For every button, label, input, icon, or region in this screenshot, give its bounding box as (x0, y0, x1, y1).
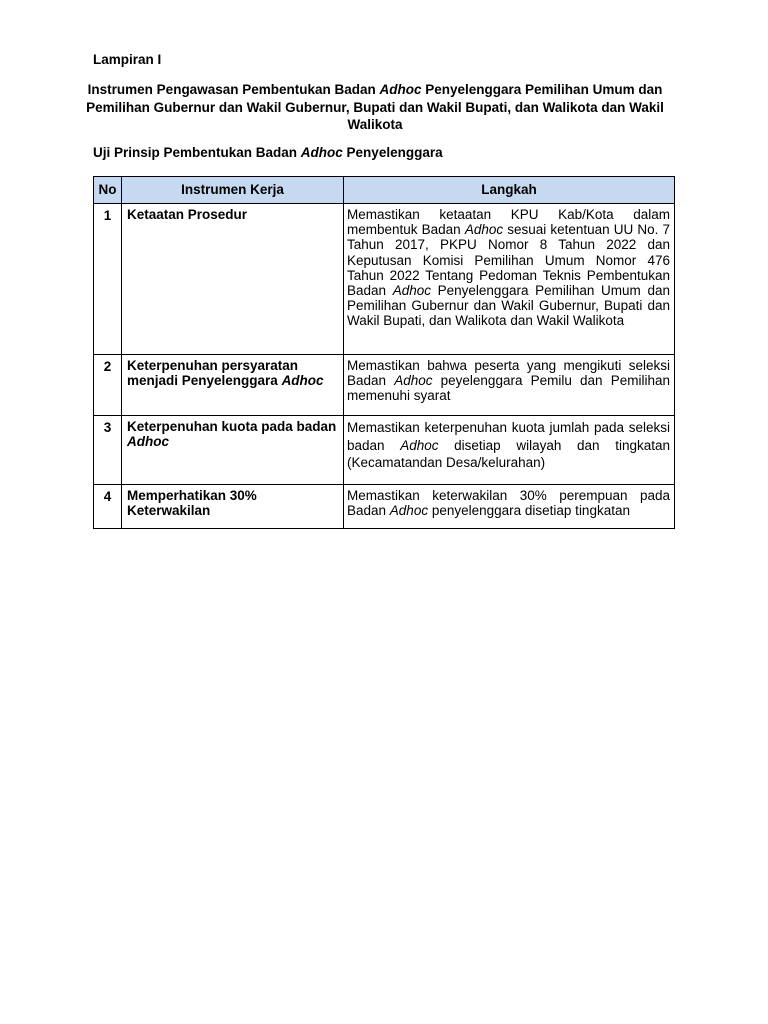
instrument-italic: Adhoc (281, 373, 324, 389)
document-title-text: Instrumen Pengawasan Pembentukan Badan (87, 82, 380, 97)
step-cell (344, 204, 675, 355)
section-title-text-end: Penyelenggara (342, 145, 443, 160)
instrument-cell (122, 204, 344, 355)
step-cell (344, 355, 675, 416)
step-text: Memastikan keterpenuhan kuota jumlah pada seleksi badan (347, 420, 670, 453)
attachment-label: Lampiran I (93, 52, 162, 67)
header-step: Langkah (344, 177, 675, 204)
step-text: Memastikan keterwakilan 30% perempuan pada Badan (347, 488, 670, 519)
row-number: 1 (94, 204, 122, 355)
header-instrument: Instrumen Kerja (122, 177, 344, 204)
header-no: No (94, 177, 122, 204)
table-header-row (94, 177, 675, 204)
instrument-cell (122, 416, 344, 485)
row-number: 4 (94, 485, 122, 529)
table-row (94, 416, 675, 485)
instrument-table (93, 176, 675, 529)
instrument-cell (122, 355, 344, 416)
step-text-middle: peyelenggara Pemilu dan Pemilihan memenuhi syarat (347, 373, 670, 404)
section-title-italic: Adhoc (300, 145, 343, 160)
section-title (93, 145, 443, 160)
table-row (94, 355, 675, 416)
step-cell (344, 416, 675, 485)
step-italic-2: Adhoc (392, 283, 431, 299)
table-row (94, 485, 675, 529)
document-title-text-end: Penyelenggara Pemilihan Umum dan Pemilihan Gubernur dan Wakil Gubernur, Bupati dan Wakil Bupati, dan Walikota dan Wakil Walikota (86, 82, 664, 132)
instrument-text: Ketaatan Prosedur (127, 207, 248, 222)
row-number: 2 (94, 355, 122, 416)
step-text: Memastikan bahwa peserta yang mengikuti seleksi Badan (347, 358, 670, 389)
document-title (80, 81, 670, 134)
instrument-cell (122, 485, 344, 529)
step-cell (344, 485, 675, 529)
step-text-middle: disetiap wilayah dan tingkatan (Kecamatandan Desa/kelurahan) (347, 437, 670, 470)
instrument-text: Memperhatikan 30% Keterwakilan (127, 488, 257, 519)
step-italic: Adhoc (464, 222, 504, 238)
instrument-italic: Adhoc (127, 434, 169, 450)
section-title-text: Uji Prinsip Pembentukan Badan (93, 145, 301, 160)
row-number: 3 (94, 416, 122, 485)
step-text-end: Penyelenggara Pemilihan Umum dan Pemilihan Gubernur dan Wakil Gubernur, Bupati dan Wakil Bupati, dan Walikota dan Wakil Walikota (347, 283, 670, 329)
instrument-text: Keterpenuhan kuota pada badan (127, 419, 337, 434)
step-italic: Adhoc (400, 437, 439, 453)
instrument-text: Keterpenuhan persyaratan menjadi Penyelenggara (127, 358, 299, 389)
step-italic: Adhoc (394, 373, 433, 389)
step-text-middle: penyelenggara disetiap tingkatan (428, 503, 630, 519)
table-row (94, 204, 675, 355)
step-text-middle: sesuai ketentuan UU No. 7 Tahun 2017, PKPU Nomor 8 Tahun 2022 dan Keputusan Komisi Pemilihan Umum Nomor 476 Tahun 2022 Tentang Pedoman Teknis Pembentukan Badan (347, 222, 671, 299)
document-title-italic: Adhoc (379, 82, 422, 97)
step-italic: Adhoc (389, 503, 429, 519)
step-text: Memastikan ketaatan KPU Kab/Kota dalam membentuk Badan (347, 207, 670, 238)
